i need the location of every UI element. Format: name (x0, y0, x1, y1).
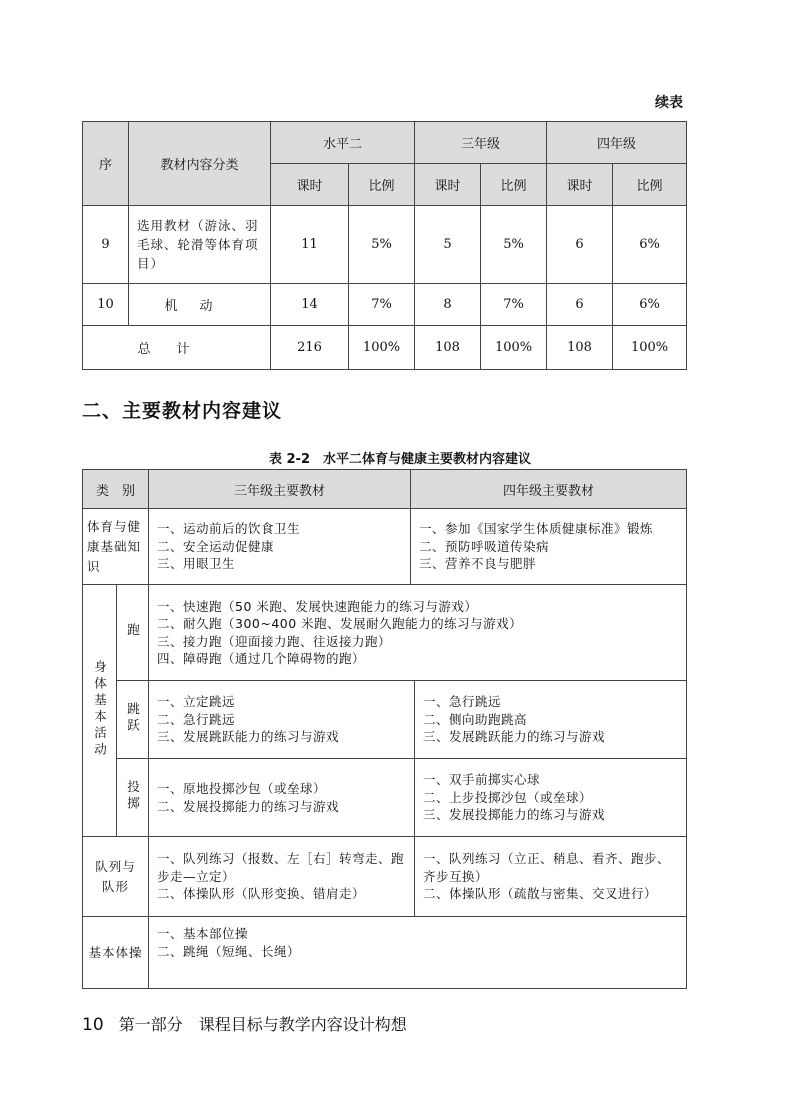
list-item: 二、发展投掷能力的练习与游戏 (157, 798, 340, 814)
table-row (83, 837, 687, 917)
grade4-content (415, 681, 687, 759)
total-g3-hours: 108 (415, 326, 481, 370)
list-item: 三、发展投掷能力的练习与游戏 (423, 807, 606, 823)
row-seq: 9 (83, 206, 129, 284)
row-name: 选用教材（游泳、羽毛球、轮滑等体育项目） (129, 206, 271, 284)
header-seq: 序 (83, 122, 129, 206)
list-item: 三、发展跳跃能力的练习与游戏 (423, 729, 606, 745)
table-caption: 表 2-2 水平二体育与健康主要教材内容建议 (268, 452, 531, 467)
grade4-content (415, 759, 687, 837)
group-label-text: 身体基本活动 (92, 659, 108, 759)
subcategory-label-text: 投掷 (125, 779, 141, 813)
header-ratio: 比例 (349, 164, 415, 206)
shared-content (149, 917, 687, 989)
subcategory-label-text: 跑 (125, 622, 141, 640)
header-grade3: 三年级主要教材 (149, 470, 411, 509)
list-item: 二、耐久跑（300~400 米跑、发展耐久跑能力的练习与游戏） (157, 616, 523, 631)
grade4-content (415, 837, 687, 917)
subcategory-label-text: 跳跃 (125, 701, 141, 735)
subcategory-label (117, 585, 149, 681)
grade3-content (149, 759, 415, 837)
header-grade3: 三年级 (415, 122, 547, 164)
row-name: 机动 (129, 284, 271, 326)
page-footer (82, 1012, 407, 1035)
cell-g4-hours: 6 (547, 284, 613, 326)
total-l2-ratio: 100% (349, 326, 415, 370)
header-category: 类 别 (83, 470, 149, 509)
list-item: 一、双手前掷实心球 (423, 772, 541, 788)
subcategory-label (117, 759, 149, 837)
table-row (83, 206, 687, 284)
list-item: 一、参加《国家学生体质健康标准》锻炼 (419, 521, 654, 537)
list-item: 一、队列练习（报数、左［右］转弯走、跑步走—立定） (157, 851, 405, 884)
cell-g3-ratio: 5% (481, 206, 547, 284)
page-number: 10 (82, 1015, 104, 1035)
table-row (83, 585, 687, 681)
cell-l2-hours: 14 (271, 284, 349, 326)
list-item: 四、障碍跑（通过几个障碍物的跑） (157, 651, 366, 666)
table-row (83, 759, 687, 837)
cell-g4-hours: 6 (547, 206, 613, 284)
header-hours: 课时 (547, 164, 613, 206)
content-suggestion-table (82, 469, 687, 989)
header-category: 教材内容分类 (129, 122, 271, 206)
list-item: 一、基本部位操 (157, 926, 249, 941)
list-item: 二、体操队形（疏散与密集、交叉进行） (423, 886, 658, 902)
header-ratio: 比例 (613, 164, 687, 206)
list-item: 三、接力跑（迎面接力跑、往返接力跑） (157, 633, 392, 649)
header-grade4: 四年级主要教材 (411, 470, 687, 509)
table-row (83, 509, 687, 585)
table-row (83, 681, 687, 759)
header-hours: 课时 (415, 164, 481, 206)
cell-l2-ratio: 7% (349, 284, 415, 326)
list-item: 一、队列练习（立正、稍息、看齐、跑步、齐步互换） (423, 851, 671, 884)
total-label: 总计 (83, 326, 271, 370)
cell-g4-ratio: 6% (613, 206, 687, 284)
total-l2-hours: 216 (271, 326, 349, 370)
total-g4-hours: 108 (547, 326, 613, 370)
list-item: 三、发展跳跃能力的练习与游戏 (157, 729, 340, 745)
grade4-content (411, 509, 687, 585)
cell-l2-hours: 11 (271, 206, 349, 284)
list-item: 一、急行跳远 (423, 694, 502, 710)
section-title: 二、主要教材内容建议 (82, 400, 283, 422)
list-item: 二、侧向助跑跳高 (423, 711, 528, 727)
category-label: 队列与队形 (83, 837, 149, 917)
class-hours-table (82, 121, 687, 370)
header-hours: 课时 (271, 164, 349, 206)
cell-g3-hours: 8 (415, 284, 481, 326)
header-level2: 水平二 (271, 122, 415, 164)
cell-g3-ratio: 7% (481, 284, 547, 326)
subcategory-label (117, 681, 149, 759)
category-label: 体育与健康基础知识 (83, 509, 149, 585)
group-label (83, 585, 117, 837)
list-item: 一、运动前后的饮食卫生 (157, 521, 301, 537)
total-g3-ratio: 100% (481, 326, 547, 370)
list-item: 二、体操队形（队形变换、错肩走） (157, 886, 366, 902)
shared-content (149, 585, 687, 681)
list-item: 三、用眼卫生 (157, 556, 236, 572)
grade3-content (149, 509, 411, 585)
list-item: 一、立定跳远 (157, 694, 236, 710)
list-item: 三、营养不良与肥胖 (419, 556, 537, 572)
total-g4-ratio: 100% (613, 326, 687, 370)
total-row (83, 326, 687, 370)
list-item: 一、快速跑（50 米跑、发展快速跑能力的练习与游戏） (157, 598, 478, 614)
list-item: 二、预防呼吸道传染病 (419, 538, 550, 554)
footer-text: 第一部分 课程目标与教学内容设计构想 (118, 1015, 407, 1034)
list-item: 一、原地投掷沙包（或垒球） (157, 781, 327, 796)
table-row (83, 917, 687, 989)
list-item: 二、安全运动促健康 (157, 538, 275, 554)
cell-g4-ratio: 6% (613, 284, 687, 326)
header-grade4: 四年级 (547, 122, 687, 164)
table-row (83, 284, 687, 326)
grade3-content (149, 837, 415, 917)
grade3-content (149, 681, 415, 759)
list-item: 二、上步投掷沙包（或垒球） (423, 789, 593, 805)
cell-l2-ratio: 5% (349, 206, 415, 284)
header-ratio: 比例 (481, 164, 547, 206)
row-seq: 10 (83, 284, 129, 326)
cell-g3-hours: 5 (415, 206, 481, 284)
continued-label: 续表 (655, 95, 683, 111)
category-label: 基本体操 (83, 917, 149, 989)
list-item: 二、跳绳（短绳、长绳） (157, 943, 301, 959)
list-item: 二、急行跳远 (157, 711, 236, 727)
